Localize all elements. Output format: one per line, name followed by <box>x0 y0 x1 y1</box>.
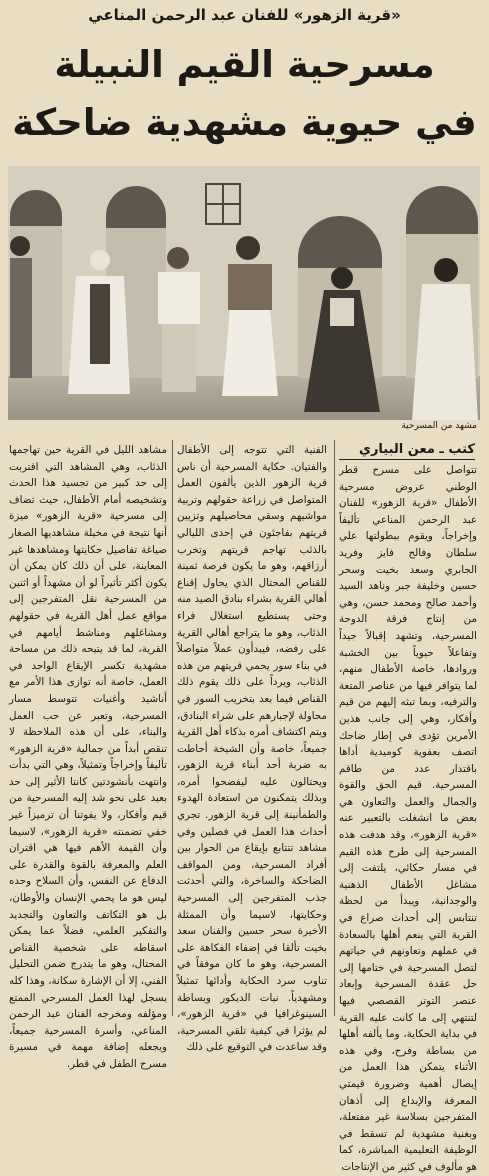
column-text: مشاهد الليل في القرية حين تهاجمها الذئاب، وهي المشاهد التي اقتربت إلى حد كبير من تجسيد هذا الحدث وتشخيصه أمام الأطفال، حيث تضاف إلى مسرحية «قرية الزهور» ميزة أنها نتيجة في مخيلة مشاهديها الصغار صياغة تفاصيل حكايتها ومشاهدها غير المعاينة، على أن ذلك كان يمكن أن يكون أكثر تأثيراً لو أن مشهداً أو اثنين من المسرحية نقل المتفرجين إلى مواقع عمل أهل القرية في حقولهم ومشاغلهم ومناشط أيامهم في القرية، لما قد يتيحه ذلك من مساحة مشهدية تكسر الإيقاع الواحد في العمل، خاصة أنه توازى هذا الأمر مع أناشيد وأغنيات تتوسط مسار المسرحية، وتعبر عن حب العمل والبناء، على أن هذه الملاحظة لا تنقص أبداً من جمالية «قرية الزهور» تأليفاً وإخراجاً وتمثيلاً، وهي التي بدأت وانتهت بأنشودتين كانتا الأثير إلى حد بعيد على نحو شد إليه المسرحية من قيم وأفكار، ولا يفوتنا أن ترميزاً غير خفي تضمنته «قرية الزهور»، لاسيما وأن القيمة الأهم فيها هي اقتران العلم والمعرفة بالقوة والقدرة على الدفاع عن النفس، وأن السلاح وحده ليس هو ما يحمي الإنسان والأوطان، بل هو التكاتف والتعاون والتجديد والتفكير العلمي، فضلاً عما يمكن اسقاطه على شخصية القناص المحتال، وهو ما يتدرج ضمن التحليل الفني، إلا أن الإشارة سكانة، وهذا كله يسجل لهذا العمل المسرحي الممتع ومؤلفه ومخرجه الفنان عبد الرحمن المناعي، وأسرة المسرحية جميعاً، ويجعله إضافة مهمة في مسيرة مسرح الطفل في قطر. <box>9 444 167 1070</box>
column-divider <box>172 440 173 1016</box>
article-column-middle <box>177 442 327 1054</box>
photo-caption: مشهد من المسرحية <box>401 421 477 431</box>
headline-line-2: في حيوية مشهدية ضاحكة <box>12 101 477 144</box>
article-column-left <box>9 442 167 1070</box>
article-column-right <box>339 462 477 1173</box>
byline: كتب ـ معن البياري <box>339 442 475 460</box>
column-text: الفنية التي تتوجه إلى الأطفال والفتيان. حكاية المسرحية أن ناس قرية الزهور الذين يألفون العمل المتواصل في زراعة حقولهم وتربية مواشيهم وسقي محاصيلهم وتزيين قريتهم بفاجئون في إحدى الليالي بالذئب تهاجم قريتهم وتخرب أرزاقهم، وهو ما يكون فرصة ثمينة للقناص المحتال الذي يحاول إقناع أهالي القرية بشراء بنادق الصيد منه وحتى يستطيع استغلال فراء الذئاب، وهو ما يتراجع أهالي القرية على رفضه، فيبدأون عملاً متواصلاً في بناء سور يحمي قريتهم من هذه الذئاب، ويرداً على ذلك يقوم ذلك القناص فيما بعد بتخريب السور في محاولة لإجبارهم على شراء البنادق، ويتم اكتشاف أمره بذكاء أهل القرية جميعاً، خاصة وأن الشيخة أحاطت به ضربة أحد أبناء قرية الزهور، ويحتالون عليه ليفضحوا أمره، وبذلك يتمكنون من استعادة الهدوء والطمأنينة إلى قرية الزهور. تجري أحداث هذا العمل في فصلين وفي مشاهد تتتابع بإيقاع من الحوار بين أفراد المسرحية، ومن المواقف الضاحكة والساخرة، والتي أحدثت جذب المتفرجين إلى المسرحية وحكايتها، لاسيما وأن الممثلة الأخيرة سحر حسين والفنان سعد بخيت تألقا في إضفاء الفكاهة على المسرحية، وهو ما كان موفقاً في تناوب سرد الحكاية وأدائها تمثيلاً ومشهدياً. نبات الديكور وبساطة السينوغرافيا في «قرية الزهور»، لم يؤثرا في كيفية تلقي المسرحية، وقد ساعدت في التوقيع على ذلك <box>177 444 327 1054</box>
article-kicker: «قرية الزهور» للفنان عبد الرحمن المناعي <box>88 6 401 24</box>
stage-photo <box>8 166 480 420</box>
column-divider <box>334 440 335 1016</box>
column-text: تتواصل على مسرح قطر الوطني عروض مسرحية الأطفال «قرية الزهور» للفنان عبد الرحمن المناعي تأليفاً وإخراجاً، ويقوم ببطولتها علي سلطان وفالح فايز وفريد الجابري وسعد بخيت وسحر حسين وخليفة جبر وناهد السيد وأحمد صالح ومحمد حسن، وهي من إنتاج فرقة الدوحة المسرحية، وتشهد إقبالاً جيداً وتفاعلاً حيوياً بين الخشبة وروادها، خاصة الأطفال منهم، لما يتوافر فيها من عناصر المتعة والترفيه، وبما تبثه إليهم من قيم وأفكار، وهي إلى جانب هذين الأمرين تؤدى في إطار ضاحك اتصف بعفوية كوميدية أداها باقتدار عدد من طاقم المسرحية. قيم الحق والقوة والجمال والعمل والتعاون هي بعض ما انشغلت بالتعبير عنه «قرية الزهور»، وقد هدفت هذه المسرحية إلى طرح هذه القيم في مسار حكائي، يلتفت إلى مشاغل الأطفال الذهنية والوجدانية، ويبدأ من لحظة تنتابس إلى أحداث صراع في القرية التي ينعم أهلها بالسعادة في عملهم وتعاونهم في حياتهم لتصل المسرحية في ختامها إلى حل عقدة المسرحية وإبعاد عنصر التوتر القصصي فيها لتنتهي إلى ما كانت عليه القرية في بداية الحكاية، وما يألفه أهلها من بساطة وفرح، وفي هذه الأثناء يتمكن هذا العمل من إيصال أهمية وضرورة قيمتي المعرفة والإبداع إلى أذهان المتفرجين بسلاسة غير مفتعلة، وبغنية مشهدية لم تسقط في الوظيفة التعليمية المباشرة، كما هو مألوف في كثير من الإنتاجات <box>339 464 477 1173</box>
headline-line-1: مسرحية القيم النبيلة <box>54 43 435 86</box>
